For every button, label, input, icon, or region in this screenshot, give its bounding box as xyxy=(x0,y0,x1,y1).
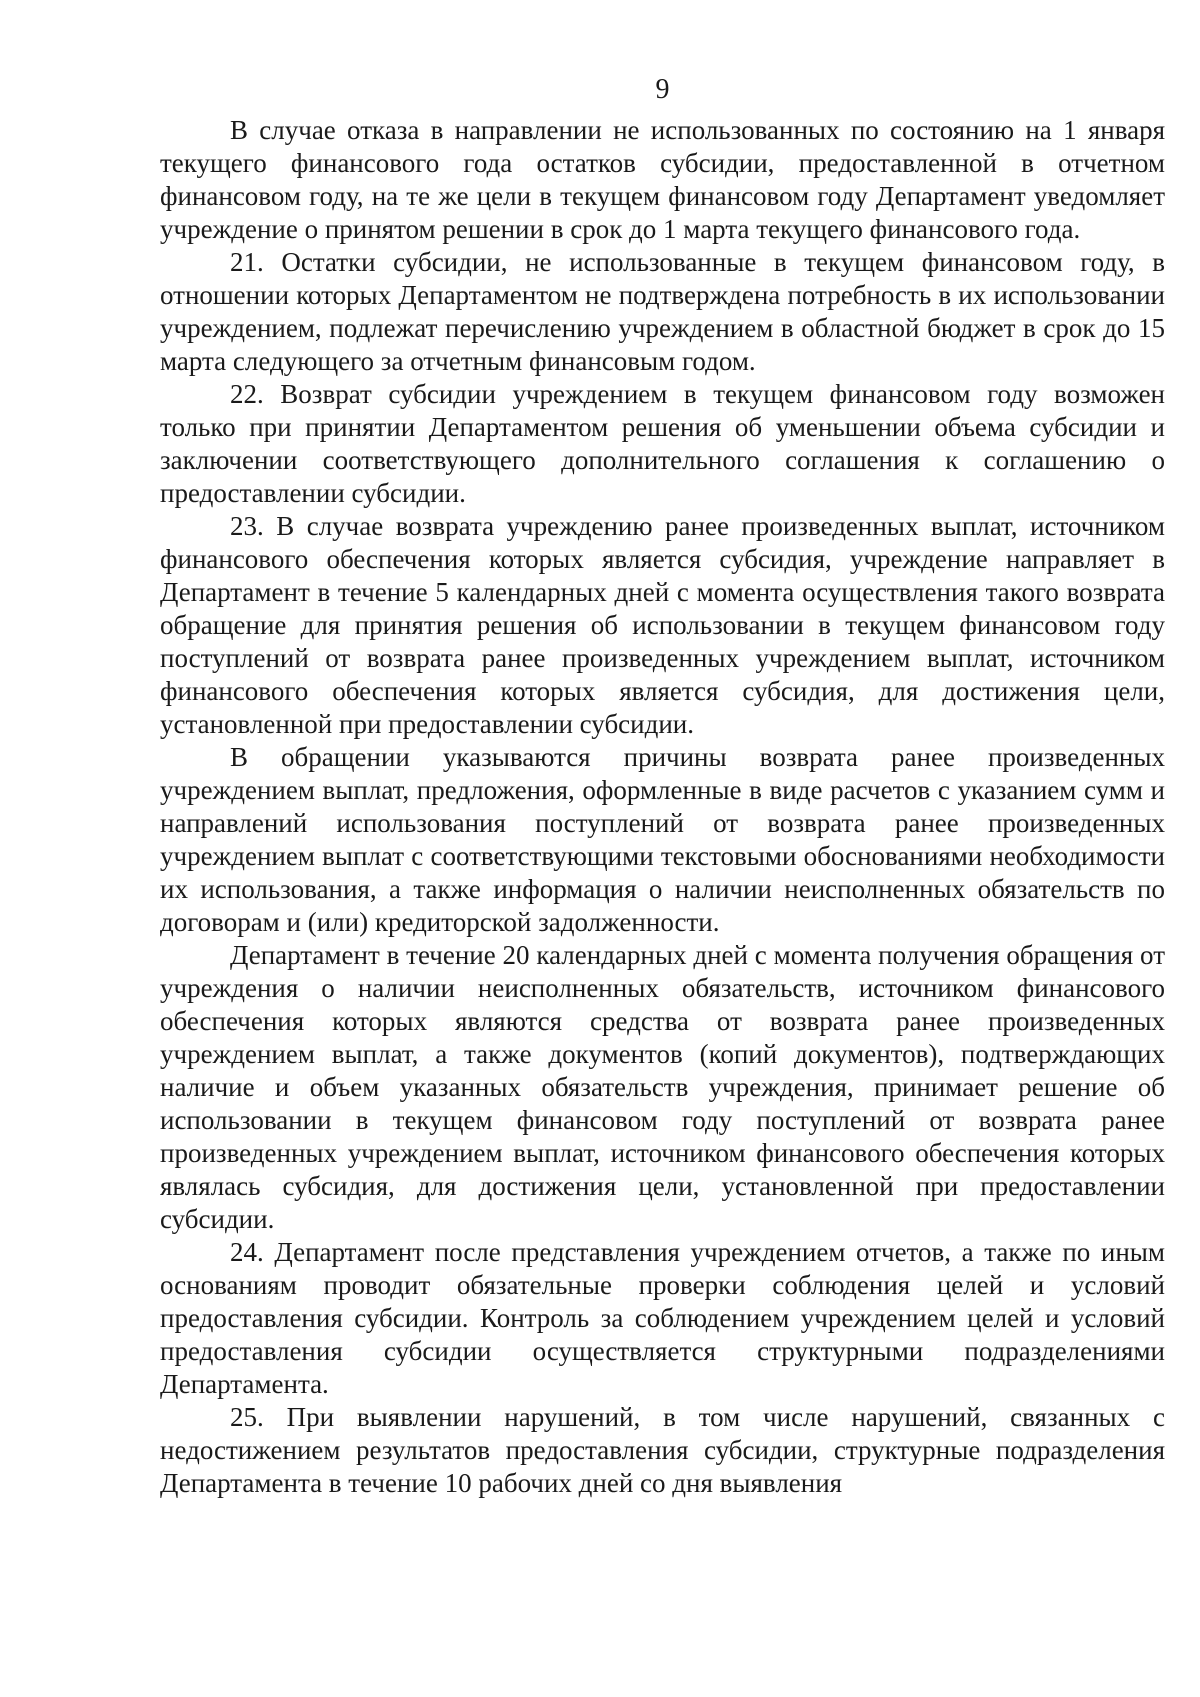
paragraph-refusal-notice: В случае отказа в направлении не использованных по состоянию на 1 января текущего финансового года остатков субсидии, предоставленной в отчетном финансовом году, на те же цели в текущем финансовом году Департамент уведомляет учреждение о принятом решении в срок до 1 марта текущего финансового года. xyxy=(160,115,1165,244)
paragraph-21-unused-remainders: 21. Остатки субсидии, не использованные в текущем финансовом году, в отношении которых Департаментом не подтверждена потребность в их использовании учреждением, подлежат перечислению учреждением в областной бюджет в срок до 15 марта следующего за отчетным финансовым годом. xyxy=(160,247,1165,376)
paragraph-22-subsidy-return: 22. Возврат субсидии учреждением в текущем финансовом году возможен только при принятии Департаментом решения об уменьшении объема субсидии и заключении соответствующего дополнительного соглашения к соглашению о предоставлении субсидии. xyxy=(160,379,1165,508)
paragraph-23-return-of-payments: 23. В случае возврата учреждению ранее произведенных выплат, источником финансового обеспечения которых является субсидия, учреждение направляет в Департамент в течение 5 календарных дней с момента осуществления такого возврата обращение для принятия решения об использовании в текущем финансовом году поступлений от возврата ранее произведенных учреждением выплат, источником финансового обеспечения которых является субсидия, для достижения цели, установленной при предоставлении субсидии. xyxy=(160,511,1165,739)
paragraph-department-decision: Департамент в течение 20 календарных дней с момента получения обращения от учреждения о наличии неисполненных обязательств, источником финансового обеспечения которых являются средства от возврата ранее произведенных учреждением выплат, а также документов (копий документов), подтверждающих наличие и объем указанных обязательств учреждения, принимает решение об использовании в текущем финансовом году поступлений от возврата ранее произведенных учреждением выплат, источником финансового обеспечения которых являлась субсидия, для достижения цели, установленной при предоставлении субсидии. xyxy=(160,940,1165,1234)
paragraph-request-contents: В обращении указываются причины возврата ранее произведенных учреждением выплат, предложения, оформленные в виде расчетов с указанием сумм и направлений использования поступлений от возврата ранее произведенных учреждением выплат с соответствующими текстовыми обоснованиями необходимости их использования, а также информация о наличии неисполненных обязательств по договорам и (или) кредиторской задолженности. xyxy=(160,742,1165,937)
page-number: 9 xyxy=(655,74,670,105)
document-page xyxy=(160,70,1165,1500)
paragraph-24-inspections: 24. Департамент после представления учреждением отчетов, а также по иным основаниям проводит обязательные проверки соблюдения целей и условий предоставления субсидии. Контроль за соблюдением учреждением целей и условий предоставления субсидии осуществляется структурными подразделениями Департамента. xyxy=(160,1237,1165,1399)
paragraph-25-violations: 25. При выявлении нарушений, в том числе нарушений, связанных с недостижением результатов предоставления субсидии, структурные подразделения Департамента в течение 10 рабочих дней со дня выявления xyxy=(160,1402,1165,1498)
